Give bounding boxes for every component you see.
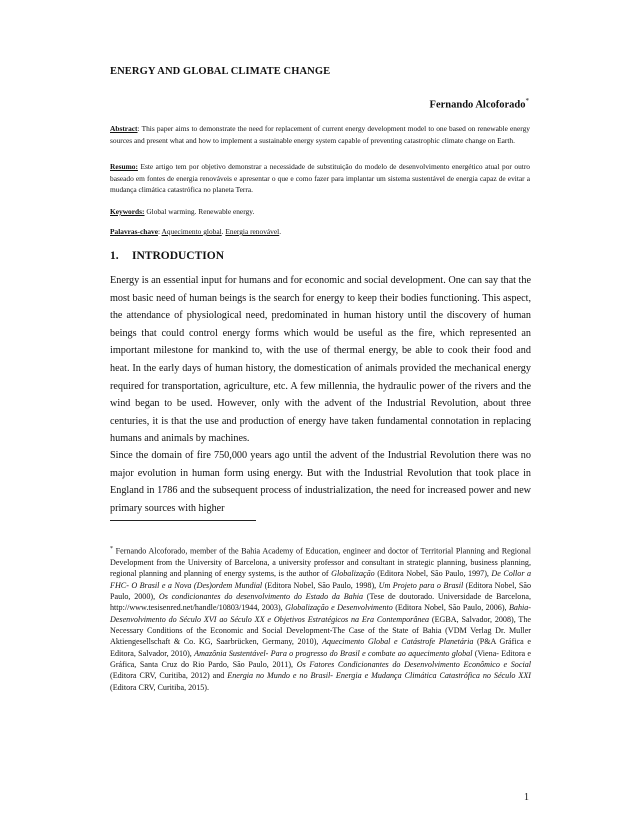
author-name: Fernando Alcoforado [429,99,526,111]
footnote-book-title-6: Bahia- Desenvolvimento do Século XVI ao Século XX e Objetivos Estratégicos na Era Contemporânea [110,603,531,624]
footnote-book-title-8: Amazônia Sustentável- Para o progresso do Brasil e combate ao aquecimento global [194,648,473,658]
keywords-line [110,206,530,218]
footnote-text-8: (P&A Gráfica e Editora, Salvador, 2010), [110,637,531,658]
abstract-paragraph [110,123,530,146]
footnote-text-3: (Editora Nobel, São Paulo, 1998), [262,580,379,590]
footnote-book-title-5: Globalização e Desenvolvimento [285,603,393,613]
footnote-text-4: (Editora Nobel, São Paulo, 2000), [110,580,532,602]
palavras-end: . [279,227,282,236]
footnote-book-title-7: Aquecimento Global e Catástrofe Planetária [322,637,474,647]
page-number: 1 [524,792,529,803]
footnote-text-11: (Editora CRV, Curitiba, 2015). [110,682,210,692]
keywords-label: Keywords: [110,207,145,216]
section-number: 1. [110,250,119,262]
footnote [110,544,531,693]
footnote-text-10: (Editora CRV, Curitiba, 2012) and [110,671,228,681]
section-title: INTRODUCTION [132,250,225,262]
footnote-book-title-10: Energia no Mundo e no Brasil- Energia e Mudança Climática Catastrófica no Século XXI [227,671,532,681]
footnote-book-title-3: Um Projeto para o Brasil [378,580,464,590]
author-line [430,97,529,111]
palavras-colon: : [158,227,162,236]
body-paragraph-2: Since the domain of fire 750,000 years ago until the advent of the Industrial Revolution there was no major evolution in human form using energy. But with the Industrial Revolution that took place in England in 1786 and the subsequent process of industrialization, the need for increased power and new primary sources with higher [110,450,531,514]
footnote-text-6: (Editora Nobel, São Paulo, 2006), [392,603,509,613]
keywords-text: Global warming. Renewable energy. [144,207,255,216]
footnote-book-title-1: Globalização [331,569,375,579]
resumo-text: Este artigo tem por objetivo demonstrar a necessidade de substituição do modelo de desenvolvimento energético atual por outro baseado em fontes de energia renováveis e apresentar o que e como fazer para implantar um sistema sustentável de energia capaz de evitar a mudança climática catastrófica no planeta Terra. [110,162,530,195]
footnote-book-title-2: De Collor a FHC- O Brasil e a Nova (Des)ordem Mundial [110,569,532,590]
footnote-text-5: (Tese de doutorado. Universidade de Barcelona, http://www.tesisenred.net/handle/10803/1944, 2003), [110,592,531,613]
paper-title: ENERGY AND GLOBAL CLIMATE CHANGE [110,66,331,77]
palavras-chave-label: Palavras-chave [110,227,159,236]
palavras-chave-item-1: Aquecimento global [161,227,222,236]
body-paragraph-1: Energy is an essential input for humans and for economic and social development. One can say that the most basic need of human beings is the search for energy to keep their bodies functioning. This aspect, the attendance of physiological need, predominated in human history until the discovery of human beings that could control energy forms which would be useful as the fire, which represented an important milestone for mankind to, with the use of thermal energy, be able to cook their food and heat. In the early days of human history, the domestication of animals provided the mechanical energy required for transportation, agriculture, etc. A few millennia, the hydraulic power of the rivers and the wind began to be used. However, only with the advent of the Industrial Revolution, about three centuries, it is that the use and production of energy have taken fundamental connotation in replacing humans and animals by machines. [110,275,531,445]
palavras-chave-line [110,226,530,238]
footnote-book-title-4: Os condicionantes do desenvolvimento do Estado da Bahia [158,592,364,602]
palavras-separator: . [221,227,226,236]
palavras-chave-item-2: Energia renovável [225,227,280,236]
footnote-text-9: (Viena- Editora e Gráfica, Santa Cruz do Rio Pardo, São Paulo, 2011), [110,648,532,670]
resumo-label: Resumo: [110,162,138,171]
resumo-paragraph [110,161,530,196]
footnote-marker: * [110,546,113,552]
abstract-label: Abstract [110,124,138,133]
footnote-book-title-9: Os Fatores Condicionantes do Desenvolvimento Econômico e Social [296,660,531,670]
footnote-text-2: (Editora Nobel, São Paulo, 1997), [374,569,492,579]
author-footnote-marker: * [525,97,529,105]
abstract-text: : This paper aims to demonstrate the need for replacement of current energy development model to one based on renewable energy sources and present what and how to implement a sustainable energy system capable of preventing catastrophic climate change on Earth. [110,124,530,145]
footnote-text-7: (EGBA, Salvador, 2008), The Necessary Conditions of the Economic and Social Development-The Case of the State of Bahia (VDM Verlag Dr. Muller Aktiengesellschaft & Co. KG, Saarbrücken, Germany, 2010), [110,614,531,647]
section-heading [110,250,224,262]
footnote-separator [110,520,256,521]
footnote-text-1: Fernando Alcoforado, member of the Bahia Academy of Education, engineer and doctor of Territorial Planning and Regional Development from the University of Barcelona, a university professor and consultant in strategic planning, business planning, regional planning and planning of energy systems, is the author of [110,546,531,579]
